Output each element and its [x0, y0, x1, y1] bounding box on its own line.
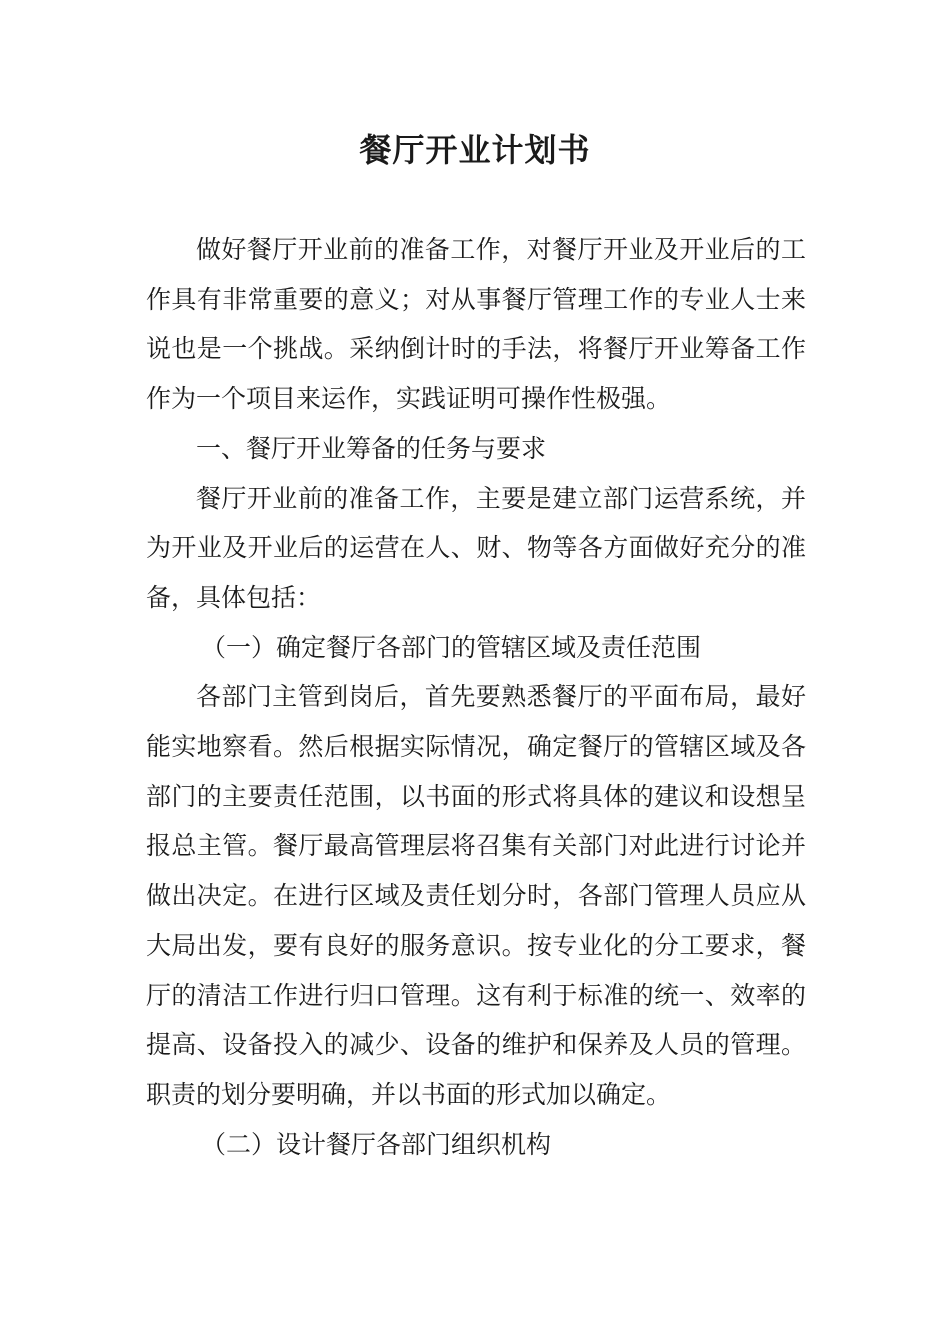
- document-title: 餐厅开业计划书: [359, 131, 591, 169]
- subsection-heading-1: （一）确定餐厅各部门的管辖区域及责任范围: [201, 632, 702, 662]
- section-1-paragraph: 餐厅开业前的准备工作，主要是建立部门运营系统，并为开业及开业后的运营在人、财、物等各方面做好充分的准备，具体包括：: [146, 483, 806, 612]
- intro-paragraph: 做好餐厅开业前的准备工作，对餐厅开业及开业后的工作具有非常重要的意义；对从事餐厅管理工作的专业人士来说也是一个挑战。采纳倒计时的手法，将餐厅开业筹备工作作为一个项目来运作，实践证明可操作性极强。: [146, 235, 806, 414]
- subsection-1-paragraph: 各部门主管到岗后，首先要熟悉餐厅的平面布局，最好能实地察看。然后根据实际情况，确定餐厅的管辖区域及各部门的主要责任范围，以书面的形式将具体的建议和设想呈报总主管。餐厅最高管理层将召集有关部门对此进行讨论并做出决定。在进行区域及责任划分时，各部门管理人员应从大局出发，要有良好的服务意识。按专业化的分工要求，餐厅的清洁工作进行归口管理。这有利于标准的统一、效率的提高、设备投入的减少、设备的维护和保养及人员的管理。职责的划分要明确，并以书面的形式加以确定。: [146, 682, 806, 1109]
- subsection-heading-2: （二）设计餐厅各部门组织机构: [201, 1129, 552, 1159]
- section-heading-1: 一、餐厅开业筹备的任务与要求: [196, 433, 547, 463]
- document-body: [146, 225, 806, 1169]
